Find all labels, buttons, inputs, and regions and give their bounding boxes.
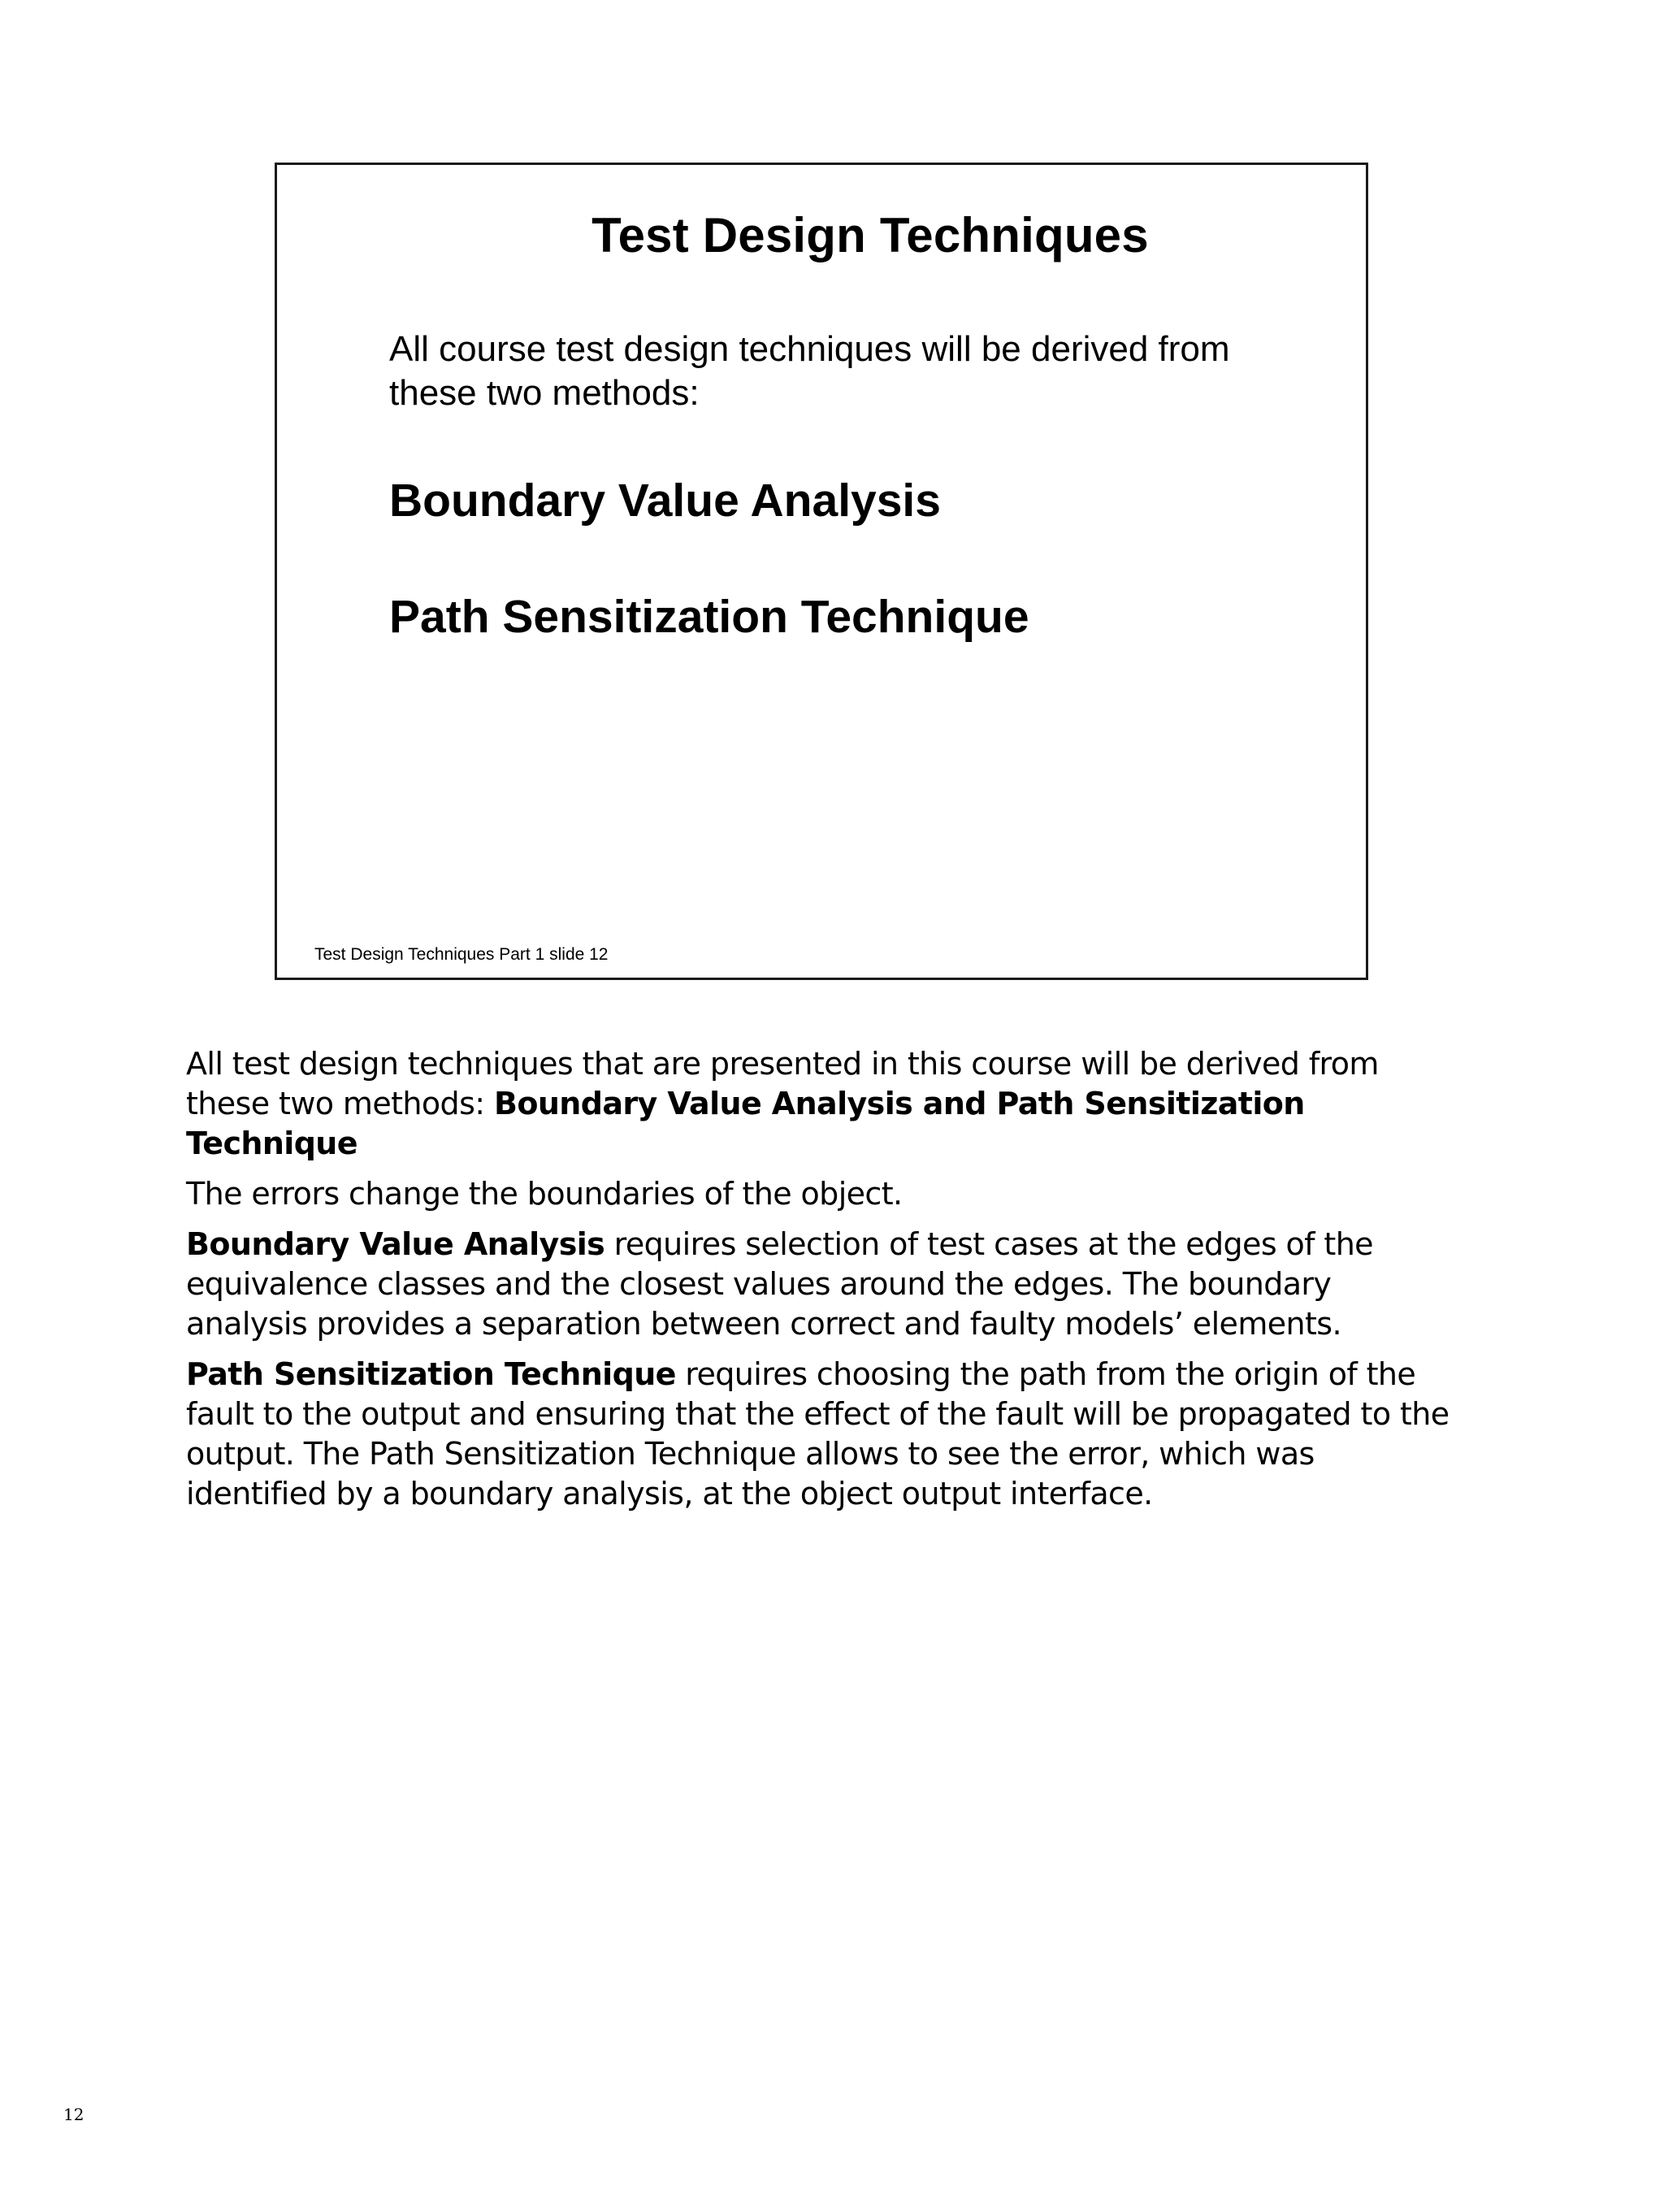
slide-thumbnail xyxy=(275,163,1368,980)
notes-bva-term: Boundary Value Analysis xyxy=(186,1226,605,1262)
notes-bva-text: requires selection of test cases at the edges of the equivalence classes and the closest values around the edges. The boundary analysis provides a separation between correct and faulty models’ elements. xyxy=(186,1226,1373,1342)
notes-pst-text: requires choosing the path from the origin of the fault to the output and ensuring that the effect of the fault will be propagated to the output. The Path Sensitization Technique allows to see the error, which was identified by a boundary analysis, at the object output interface. xyxy=(186,1356,1450,1512)
notes-pst-term: Path Sensitization Technique xyxy=(186,1356,676,1392)
notes-paragraph-errors: The errors change the boundaries of the object. xyxy=(186,1176,903,1212)
notes-paragraph-bva xyxy=(186,1225,1454,1344)
slide-footer: Test Design Techniques Part 1 slide 12 xyxy=(314,945,609,964)
notes-paragraph-intro xyxy=(186,1044,1454,1164)
notes-paragraph-pst xyxy=(186,1355,1454,1514)
slide-title: Test Design Techniques xyxy=(592,208,1149,262)
slide-method-boundary-value-analysis: Boundary Value Analysis xyxy=(389,475,941,527)
page-number: 12 xyxy=(63,2105,84,2124)
slide-notes xyxy=(186,1044,1454,1525)
slide-intro-text: All course test design techniques will be derived from these two methods: xyxy=(389,329,1230,413)
notes-intro-text: All test design techniques that are presented in this course will be derived from these two methods: xyxy=(186,1046,1379,1121)
slide-method-path-sensitization: Path Sensitization Technique xyxy=(389,591,1029,643)
notes-intro-methods: Boundary Value Analysis and Path Sensitization Technique xyxy=(186,1086,1305,1161)
